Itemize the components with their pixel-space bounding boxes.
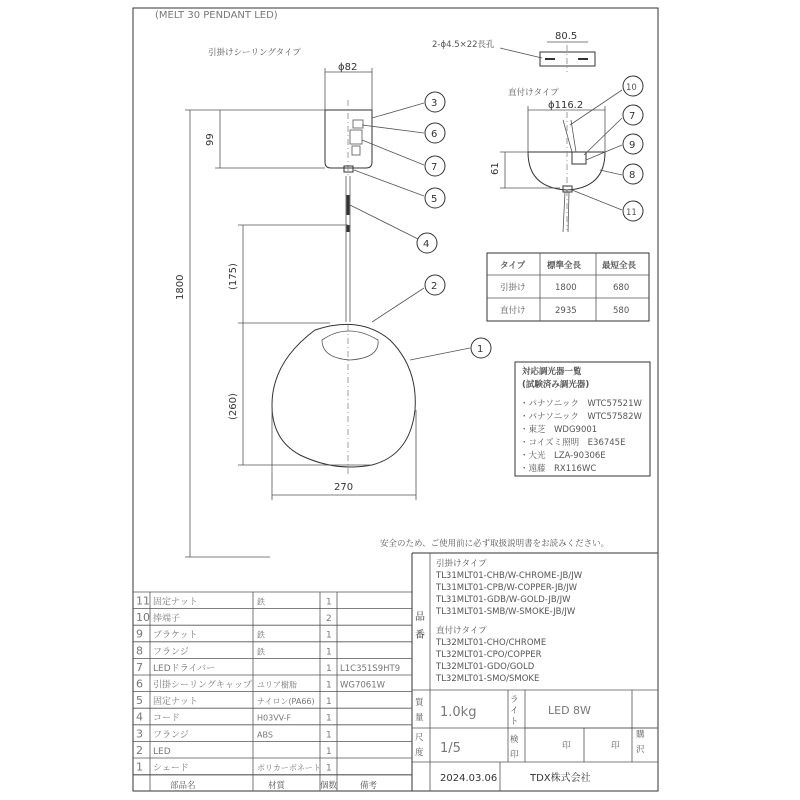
leader-11 <box>572 190 622 210</box>
parts-row <box>133 661 412 675</box>
part-number: 2 <box>136 743 143 757</box>
callout-9 <box>623 134 643 154</box>
callout-2 <box>425 275 445 295</box>
part-number: 9 <box>136 627 143 641</box>
parts-row <box>133 611 412 625</box>
length-table <box>487 253 649 321</box>
model-number: TL32MLT01-CHO/CHROME <box>436 638 547 648</box>
part-number: 8 <box>136 644 143 658</box>
parts-footer-material: 材質 <box>268 781 286 791</box>
callout-10 <box>623 76 643 96</box>
svg-text:7: 7 <box>431 162 438 173</box>
direct-cord <box>568 192 569 232</box>
callout-8 <box>623 164 643 184</box>
leader-6 <box>362 125 424 133</box>
part-note: L1C351S9HT9 <box>340 663 401 674</box>
light-label-1: ラ <box>510 695 519 705</box>
part-qty: 2 <box>326 614 332 625</box>
dim-rod-length: (175) <box>228 263 239 290</box>
hinban-label-2: 番 <box>415 630 425 641</box>
part-number: 4 <box>136 710 143 724</box>
part-material: ユリア樹脂 <box>257 680 297 690</box>
part-name: 固定ナット <box>153 597 198 608</box>
part-name: LEDドライバー <box>153 663 216 674</box>
shade <box>272 324 415 467</box>
leader-7 <box>362 140 424 165</box>
part-name: フランジ <box>153 730 189 741</box>
part-material: ABS <box>257 730 273 740</box>
svg-text:10: 10 <box>626 83 637 93</box>
dimmer-title: 対応調光器一覧 <box>522 367 582 377</box>
length-cell: 680 <box>613 283 630 293</box>
part-qty: 1 <box>326 647 332 658</box>
dim-plate-width: 80.5 <box>555 31 578 42</box>
svg-text:11: 11 <box>626 208 637 218</box>
callout-7 <box>425 156 445 176</box>
part-name: フランジ <box>153 647 189 658</box>
dim-shade-height: (260) <box>228 393 239 420</box>
part-name: ブラケット <box>153 630 198 641</box>
ceiling-type-label: 引掛けシーリングタイプ <box>208 48 301 58</box>
part-name: 捧端子 <box>153 614 181 625</box>
length-cell: 580 <box>613 306 630 316</box>
svg-text:2: 2 <box>431 281 438 292</box>
leader-1 <box>410 348 470 360</box>
part-qty: 1 <box>326 630 332 641</box>
direct-type-heading: 直付けタイプ <box>436 626 487 636</box>
length-cell: 2935 <box>555 306 577 316</box>
model-number: TL32MLT01-SMO/SMOKE <box>436 674 540 684</box>
dimmer-item: ・東芝 WDG9001 <box>520 425 598 435</box>
part-number: 7 <box>136 660 143 674</box>
stamp-2: 印 <box>611 741 620 751</box>
dimmer-list <box>515 362 650 476</box>
safety-note: 安全のため、ご使用前に必ず取扱説明書をお読みください。 <box>380 539 610 549</box>
dim-direct-height: 61 <box>490 162 501 175</box>
approve-label-2: 沢 <box>636 745 645 755</box>
dimmer-subtitle: (試験済み調光器) <box>522 380 590 390</box>
leader-2 <box>372 288 424 322</box>
part-material: 鉄 <box>257 630 265 640</box>
parts-footer-name: 部品名 <box>170 781 196 791</box>
parts-footer-qty: 個数 <box>320 781 338 791</box>
part-qty: 1 <box>326 730 332 741</box>
svg-text:3: 3 <box>431 98 438 109</box>
length-cell: 引掛け <box>500 283 526 293</box>
weight-value: 1.0kg <box>440 705 477 720</box>
direct-nut <box>563 186 572 192</box>
scale-label-2: 度 <box>415 748 424 758</box>
part-number: 10 <box>136 611 150 625</box>
scale-value: 1/5 <box>440 741 461 756</box>
length-header-standard: 標準全長 <box>547 261 582 271</box>
svg-text:9: 9 <box>629 140 636 151</box>
canopy <box>325 110 372 168</box>
weight-label-2: 量 <box>415 713 424 723</box>
fixing-nut <box>344 166 353 172</box>
dim-canopy-dia: ϕ82 <box>338 62 358 73</box>
stamp-1: 印 <box>562 741 571 751</box>
dim-shade-width: 270 <box>334 482 354 493</box>
dimmer-item: ・パナソニック WTC57521W <box>520 399 642 409</box>
parts-row <box>133 628 412 642</box>
drawing-title: (MELT 30 PENDANT LED) <box>155 10 278 21</box>
light-label-2: イ <box>510 706 519 716</box>
approve-label-1: 購 <box>636 730 645 740</box>
part-name: シェード <box>153 763 189 774</box>
light-label-3: ト <box>510 717 519 727</box>
part-name: 固定ナット <box>153 697 198 708</box>
callout-5 <box>425 188 445 208</box>
length-cell: 1800 <box>555 283 577 293</box>
dimmer-item: ・コイズミ照明 E36745E <box>520 438 626 448</box>
dimmer-item: ・大光 LZA-90306E <box>520 451 606 461</box>
length-cell: 直付け <box>500 306 526 316</box>
ceiling-type-heading: 引掛けタイプ <box>436 559 487 569</box>
parts-row <box>133 644 412 658</box>
direct-type-label: 直付けタイプ <box>508 88 559 98</box>
part-qty: 1 <box>326 597 332 608</box>
light-value: LED 8W <box>548 704 591 717</box>
model-number: TL32MLT01-CPO/COPPER <box>436 650 542 660</box>
leader-4 <box>350 205 424 242</box>
svg-text:4: 4 <box>423 239 430 250</box>
leader-slot <box>500 48 542 58</box>
model-number: TL31MLT01-CPB/W-COPPER-JB/JW <box>436 583 578 593</box>
leader-3 <box>372 103 424 118</box>
part-qty: 1 <box>326 746 332 757</box>
callout-3 <box>425 92 445 112</box>
dimmer-item: ・パナソニック WTC57582W <box>520 412 642 422</box>
callout-4 <box>417 233 437 253</box>
part-material: H03VV-F <box>257 713 292 723</box>
part-qty: 1 <box>326 763 332 774</box>
driver-part <box>350 130 362 144</box>
parts-row <box>133 761 412 775</box>
part-number: 1 <box>136 760 143 774</box>
dim-direct-dia: ϕ116.2 <box>548 100 584 111</box>
length-header-type: タイプ <box>500 261 526 271</box>
svg-text:5: 5 <box>431 194 438 205</box>
part-number: 5 <box>136 694 143 708</box>
part-name: LED <box>153 746 171 757</box>
part-qty: 1 <box>326 697 332 708</box>
part-qty: 1 <box>326 680 332 691</box>
check-label-2: 印 <box>510 750 519 760</box>
parts-row <box>133 744 412 758</box>
leader-5 <box>354 170 424 196</box>
part-note: WG7061W <box>340 680 386 691</box>
leader-7b <box>584 118 622 155</box>
dimmer-item: ・遠藤 RX116WC <box>520 464 597 474</box>
svg-text:7: 7 <box>629 111 636 122</box>
parts-row <box>133 678 412 692</box>
leader-8 <box>600 170 622 175</box>
ceiling-cap-part <box>353 120 363 128</box>
svg-text:6: 6 <box>431 129 438 140</box>
parts-row <box>133 711 412 725</box>
direct-cord <box>563 192 565 232</box>
svg-text:8: 8 <box>629 170 636 181</box>
direct-wire <box>571 120 576 152</box>
part-qty: 1 <box>326 663 332 674</box>
dim-total-length: 1800 <box>175 274 186 300</box>
direct-bracket <box>572 152 586 164</box>
part-qty: 1 <box>326 713 332 724</box>
company: TDX株式会社 <box>530 773 591 784</box>
model-number: TL32MLT01-GDO/GOLD <box>436 662 535 672</box>
parts-row <box>133 727 412 741</box>
parts-footer-note: 備考 <box>360 781 378 791</box>
callout-1 <box>471 338 491 358</box>
terminal-part <box>352 146 360 155</box>
callout-6 <box>425 123 445 143</box>
hinban-label-1: 品 <box>415 612 425 623</box>
callout-7b <box>623 105 643 125</box>
parts-row <box>133 694 412 708</box>
model-number: TL31MLT01-CHB/W-CHROME-JB/JW <box>436 571 583 581</box>
length-header-shortest: 最短全長 <box>602 261 637 271</box>
part-material: ポリカーボネート <box>257 763 321 773</box>
weight-label-1: 質 <box>415 698 424 708</box>
parts-rows <box>133 595 412 775</box>
check-label-1: 検 <box>510 735 519 745</box>
led-module <box>322 331 378 360</box>
svg-text:1: 1 <box>477 344 484 355</box>
part-number: 6 <box>136 677 143 691</box>
model-number: TL31MLT01-GDB/W-GOLD-JB/JW <box>436 595 571 605</box>
part-material: 鉄 <box>257 647 265 657</box>
direct-canopy <box>528 152 605 190</box>
scale-label-1: 尺 <box>415 733 424 743</box>
dim-canopy-height: 99 <box>205 133 216 146</box>
part-name: 引掛シーリングキャップ <box>153 680 252 691</box>
callout-11 <box>623 201 643 221</box>
date: 2024.03.06 <box>440 773 498 784</box>
dim-slot: 2-ϕ4.5×22長孔 <box>432 40 495 50</box>
part-number: 11 <box>136 594 150 608</box>
part-name: コード <box>153 713 181 724</box>
part-material: ナイロン(PA66) <box>257 697 315 707</box>
parts-row <box>133 595 412 609</box>
part-material: 鉄 <box>257 597 265 607</box>
model-number: TL31MLT01-SMB/W-SMOKE-JB/JW <box>436 607 576 617</box>
part-number: 3 <box>136 727 143 741</box>
